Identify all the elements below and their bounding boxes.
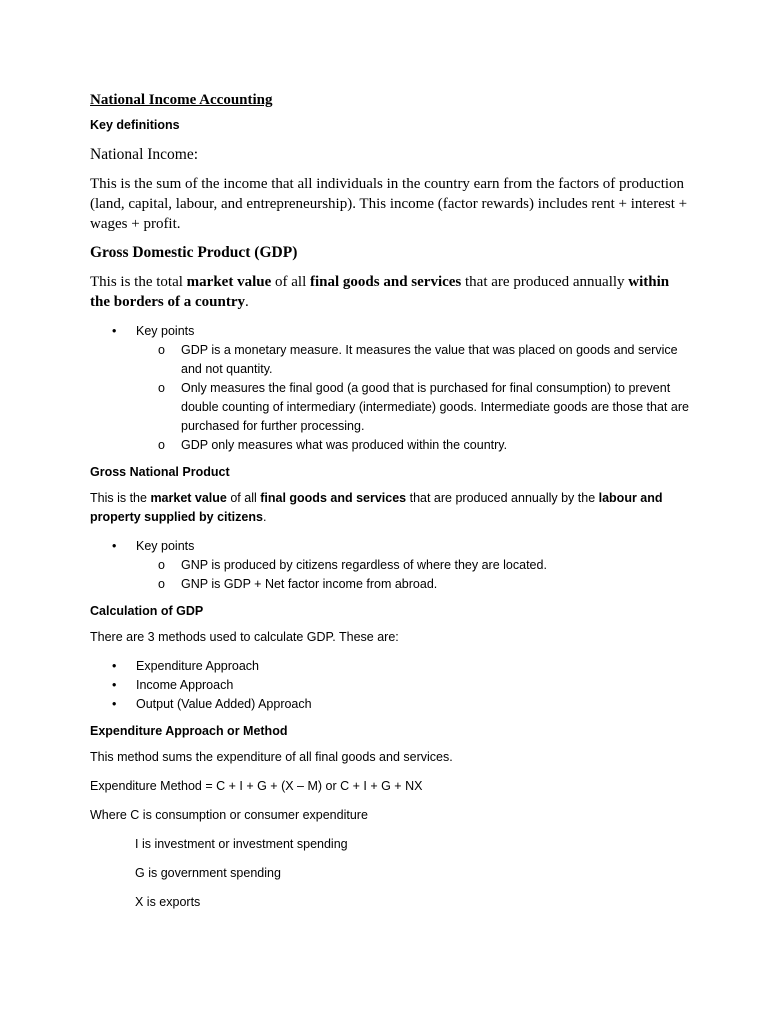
national-income-definition: This is the sum of the income that all individuals in the country earn from the factors of production (land, capital, labour, and entrepreneurship). This income (factor rewards) includes rent + interest + wages + profit. xyxy=(90,176,688,232)
expenditure-heading: Expenditure Approach or Method xyxy=(90,724,288,738)
where-first-line: Where C is consumption or consumer expenditure xyxy=(90,808,368,822)
calculation-intro: There are 3 methods used to calculate GDP. These are: xyxy=(90,630,399,644)
list-item xyxy=(90,537,690,594)
gdp-def-text: of all xyxy=(271,274,310,290)
gdp-point: GDP only measures what was produced within the country. xyxy=(181,438,508,452)
circle-bullet-icon: o xyxy=(158,577,165,591)
bullet-icon: • xyxy=(112,678,117,692)
method-item: Output (Value Added) Approach xyxy=(136,697,312,711)
where-line: X is exports xyxy=(135,895,201,909)
key-points-label: Key points xyxy=(136,539,195,553)
circle-bullet-icon: o xyxy=(158,381,165,395)
document-title: National Income Accounting xyxy=(90,92,273,108)
gnp-point: GNP is produced by citizens regardless of where they are located. xyxy=(181,558,547,572)
gnp-key-points-list xyxy=(90,537,690,594)
gdp-definition xyxy=(90,272,690,312)
bullet-icon: • xyxy=(112,697,117,711)
where-line: G is government spending xyxy=(135,866,281,880)
list-item xyxy=(90,322,690,455)
circle-bullet-icon: o xyxy=(158,558,165,572)
methods-list xyxy=(90,657,690,714)
method-item: Expenditure Approach xyxy=(136,659,260,673)
gnp-point: GNP is GDP + Net factor income from abroad. xyxy=(181,577,438,591)
list-item xyxy=(136,341,690,379)
list-item xyxy=(136,436,690,455)
gdp-point: Only measures the final good (a good that is purchased for final consumption) to prevent double counting of intermediary (intermediate) goods. Intermediate goods are those that are purchased for further processing. xyxy=(181,381,689,433)
gdp-sub-points xyxy=(136,341,690,455)
gdp-key-points-list xyxy=(90,322,690,455)
list-item xyxy=(90,657,690,676)
gnp-def-bold: labour and property supplied by citizens xyxy=(90,491,663,524)
method-item: Income Approach xyxy=(136,678,234,692)
gdp-def-bold: within the borders of a country xyxy=(90,274,670,310)
gdp-def-text: This is the total xyxy=(90,274,187,290)
gnp-def-text: This is the xyxy=(90,491,151,505)
gdp-point: GDP is a monetary measure. It measures the value that was placed on goods and service and not quantity. xyxy=(181,343,678,376)
gnp-def-text: of all xyxy=(226,491,261,505)
gdp-heading: Gross Domestic Product (GDP) xyxy=(90,244,298,261)
gnp-definition xyxy=(90,489,690,527)
national-income-label: National Income: xyxy=(90,146,199,163)
calculation-heading: Calculation of GDP xyxy=(90,604,204,618)
gnp-sub-points xyxy=(136,556,690,594)
gdp-def-text: . xyxy=(244,294,249,310)
gnp-def-bold: final goods and services xyxy=(260,491,407,505)
expenditure-formula: Expenditure Method = C + I + G + (X – M) or C + I + G + NX xyxy=(90,779,423,793)
key-definitions-heading: Key definitions xyxy=(90,118,180,132)
list-item xyxy=(136,575,690,594)
expenditure-description: This method sums the expenditure of all final goods and services. xyxy=(90,750,453,764)
bullet-icon: • xyxy=(112,659,117,673)
gdp-def-bold: market value xyxy=(186,274,272,290)
bullet-icon: • xyxy=(112,539,117,553)
gnp-heading: Gross National Product xyxy=(90,465,230,479)
key-points-label: Key points xyxy=(136,324,195,338)
list-item xyxy=(90,676,690,695)
gnp-def-bold: market value xyxy=(150,491,227,505)
document-page xyxy=(90,92,690,922)
circle-bullet-icon: o xyxy=(158,343,165,357)
gnp-def-text: . xyxy=(262,510,267,524)
list-item xyxy=(136,556,690,575)
gnp-def-text: that are produced annually by the xyxy=(406,491,599,505)
where-line: I is investment or investment spending xyxy=(135,837,348,851)
list-item xyxy=(90,695,690,714)
gdp-def-text: that are produced annually xyxy=(461,274,629,290)
list-item xyxy=(136,379,690,436)
bullet-icon: • xyxy=(112,324,117,338)
gdp-def-bold: final goods and services xyxy=(310,274,462,290)
circle-bullet-icon: o xyxy=(158,438,165,452)
